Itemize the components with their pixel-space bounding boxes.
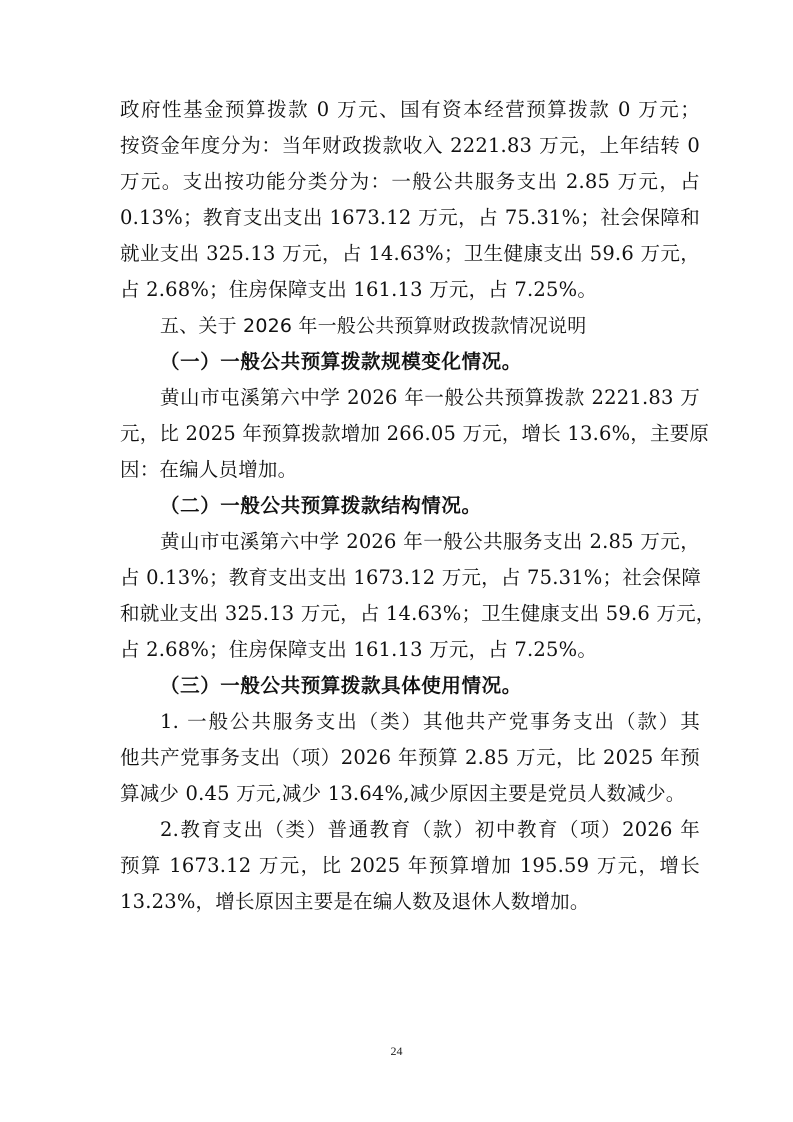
subsection-heading: （三）一般公共预算拨款具体使用情况。 [160, 674, 522, 697]
text-line: 占 0.13%；教育支出支出 1673.12 万元，占 75.31%；社会保障 [120, 566, 702, 589]
text-line: 政府性基金预算拨款 0 万元、国有资本经营预算拨款 0 万元； [120, 98, 700, 121]
paragraph-structure [120, 524, 716, 668]
text-line: 和就业支出 325.13 万元，占 14.63%；卫生健康支出 59.6 万元， [120, 602, 716, 625]
text-line: 他共产党事务支出（项）2026 年预算 2.85 万元，比 2025 年预 [120, 746, 700, 769]
paragraph-item-1 [120, 704, 700, 812]
subsection-heading: （二）一般公共预算拨款结构情况。 [160, 494, 482, 517]
text-line: 算减少 0.45 万元,减少 13.64%,减少原因主要是党员人数减少。 [120, 782, 686, 805]
text-line: 1. 一般公共服务支出（类）其他共产党事务支出（款）其 [160, 710, 700, 733]
paragraph-funding-summary [120, 92, 700, 308]
text-line: 0.13%；教育支出支出 1673.12 万元，占 75.31%；社会保障和 [120, 206, 700, 229]
text-line: 元，比 2025 年预算拨款增加 266.05 万元，增长 13.6%，主要原 [120, 422, 710, 445]
text-line: 黄山市屯溪第六中学 2026 年一般公共预算拨款 2221.83 万 [160, 386, 700, 409]
text-line: 预算 1673.12 万元，比 2025 年预算增加 195.59 万元，增长 [120, 854, 700, 877]
text-line: 占 2.68%；住房保障支出 161.13 万元，占 7.25%。 [120, 638, 598, 661]
text-line: 因：在编人员增加。 [120, 458, 298, 481]
text-line: 就业支出 325.13 万元，占 14.63%；卫生健康支出 59.6 万元， [120, 242, 700, 265]
text-line: 13.23%，增长原因主要是在编人数及退休人数增加。 [120, 890, 590, 913]
page-number: 24 [390, 1044, 403, 1058]
paragraph-item-2 [120, 812, 700, 920]
text-line: 万元。支出按功能分类分为：一般公共服务支出 2.85 万元，占 [120, 170, 700, 193]
text-line: 2.教育支出（类）普通教育（款）初中教育（项）2026 年 [160, 818, 700, 841]
text-line: 占 2.68%；住房保障支出 161.13 万元，占 7.25%。 [120, 278, 598, 301]
text-line: 按资金年度分为：当年财政拨款收入 2221.83 万元，上年结转 0 [120, 134, 700, 157]
document-page [120, 92, 716, 920]
section-heading: 五、关于 2026 年一般公共预算财政拨款情况说明 [160, 315, 587, 337]
text-line: 黄山市屯溪第六中学 2026 年一般公共服务支出 2.85 万元， [160, 530, 700, 553]
paragraph-scale-change [120, 380, 710, 488]
subsection-heading: （一）一般公共预算拨款规模变化情况。 [160, 350, 522, 373]
